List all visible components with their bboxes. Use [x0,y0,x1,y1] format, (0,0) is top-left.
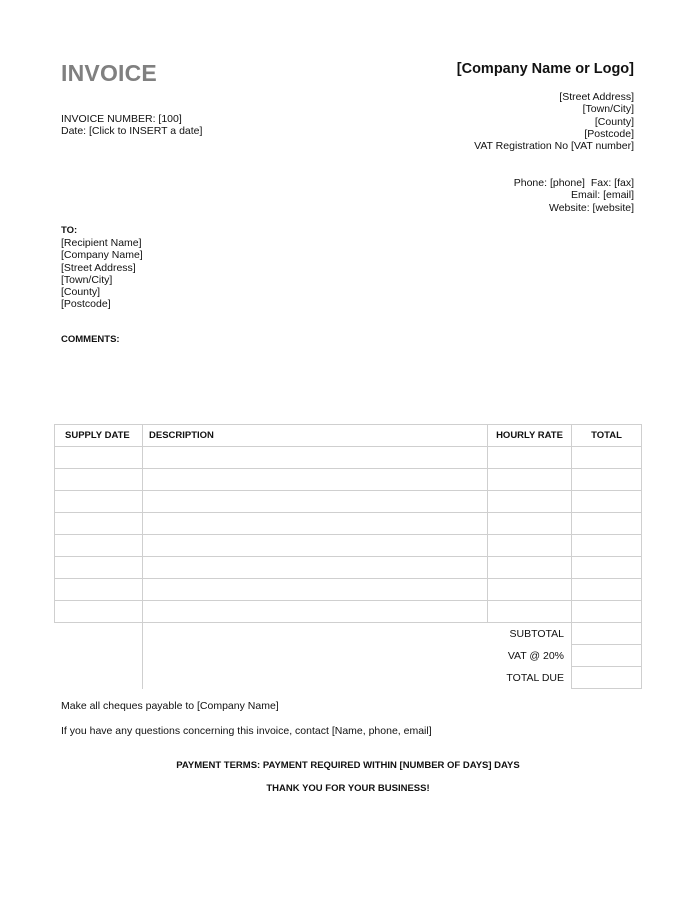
company-town[interactable]: [Town/City] [582,103,634,116]
cell-supply-date[interactable] [55,513,143,535]
subtotal-row [55,623,642,645]
cell-hourly-rate[interactable] [488,513,572,535]
header-hourly-rate: HOURLY RATE [488,425,572,447]
table-row [55,601,642,623]
company-contact [514,177,634,214]
cell-supply-date[interactable] [55,601,143,623]
cell-hourly-rate[interactable] [488,447,572,469]
blank-cell [55,667,143,689]
invoice-meta [61,113,202,138]
cell-supply-date[interactable] [55,491,143,513]
table-row [55,513,642,535]
invoice-title: INVOICE [61,60,157,86]
cell-supply-date[interactable] [55,469,143,491]
table-row [55,469,642,491]
table-row [55,447,642,469]
cell-hourly-rate[interactable] [488,491,572,513]
cell-hourly-rate[interactable] [488,601,572,623]
cell-description[interactable] [143,447,488,469]
cell-total[interactable] [572,513,642,535]
company-phone-fax[interactable]: Phone: [phone] Fax: [fax] [513,177,634,189]
cheques-note: Make all cheques payable to [Company Name] [61,700,279,712]
blank-cell [55,645,143,667]
invoice-date-field[interactable]: Date: [Click to INSERT a date] [61,125,203,138]
cell-description[interactable] [143,491,488,513]
company-website[interactable]: Website: [website] [548,201,634,214]
total-due-row [55,667,642,689]
header-supply-date: SUPPLY DATE [55,425,143,447]
company-county[interactable]: [County] [594,115,634,128]
comments-label: COMMENTS: [61,334,120,345]
subtotal-value[interactable] [572,623,642,645]
recipient-town[interactable]: [Town/City] [61,273,113,286]
payment-terms: PAYMENT TERMS: PAYMENT REQUIRED WITHIN [NUMBER OF DAYS] DAYS [176,760,520,771]
company-email[interactable]: Email: [email] [570,189,634,202]
questions-note: If you have any questions concerning this invoice, contact [Name, phone, email] [61,725,432,737]
company-postcode[interactable]: [Postcode] [584,127,634,140]
table-row [55,535,642,557]
cell-description[interactable] [143,601,488,623]
cell-description[interactable] [143,513,488,535]
company-name[interactable]: [Company Name or Logo] [456,61,634,77]
cell-total[interactable] [572,601,642,623]
recipient-block [61,225,143,310]
recipient-street[interactable]: [Street Address] [61,261,136,274]
cell-supply-date[interactable] [55,579,143,601]
subtotal-label: SUBTOTAL [143,623,572,645]
cell-total[interactable] [572,535,642,557]
recipient-name[interactable]: [Recipient Name] [61,237,142,250]
cell-hourly-rate[interactable] [488,469,572,491]
blank-cell [55,623,143,645]
cell-supply-date[interactable] [55,535,143,557]
recipient-company[interactable]: [Company Name] [61,249,143,262]
recipient-postcode[interactable]: [Postcode] [61,298,111,311]
thank-you-message: THANK YOU FOR YOUR BUSINESS! [266,783,430,794]
company-street[interactable]: [Street Address] [559,91,634,103]
cell-total[interactable] [572,491,642,513]
vat-row [55,645,642,667]
recipient-label: TO: [61,225,78,236]
table-row [55,491,642,513]
total-due-label: TOTAL DUE [143,667,572,689]
invoice-items-table [54,424,642,689]
company-address [474,91,634,152]
cell-total[interactable] [572,579,642,601]
company-vat-number[interactable]: VAT Registration No [VAT number] [474,140,634,153]
table-row [55,557,642,579]
header-description: DESCRIPTION [143,425,488,447]
cell-description[interactable] [143,557,488,579]
cell-description[interactable] [143,535,488,557]
invoice-number[interactable]: INVOICE NUMBER: [100] [61,113,182,125]
cell-total[interactable] [572,447,642,469]
cell-total[interactable] [572,557,642,579]
vat-label: VAT @ 20% [143,645,572,667]
recipient-county[interactable]: [County] [61,286,101,299]
cell-description[interactable] [143,579,488,601]
header-total: TOTAL [572,425,642,447]
cell-hourly-rate[interactable] [488,579,572,601]
cell-description[interactable] [143,469,488,491]
cell-supply-date[interactable] [55,557,143,579]
cell-supply-date[interactable] [55,447,143,469]
total-due-value[interactable] [572,667,642,689]
vat-value[interactable] [572,645,642,667]
table-row [55,579,642,601]
cell-hourly-rate[interactable] [488,535,572,557]
cell-total[interactable] [572,469,642,491]
cell-hourly-rate[interactable] [488,557,572,579]
